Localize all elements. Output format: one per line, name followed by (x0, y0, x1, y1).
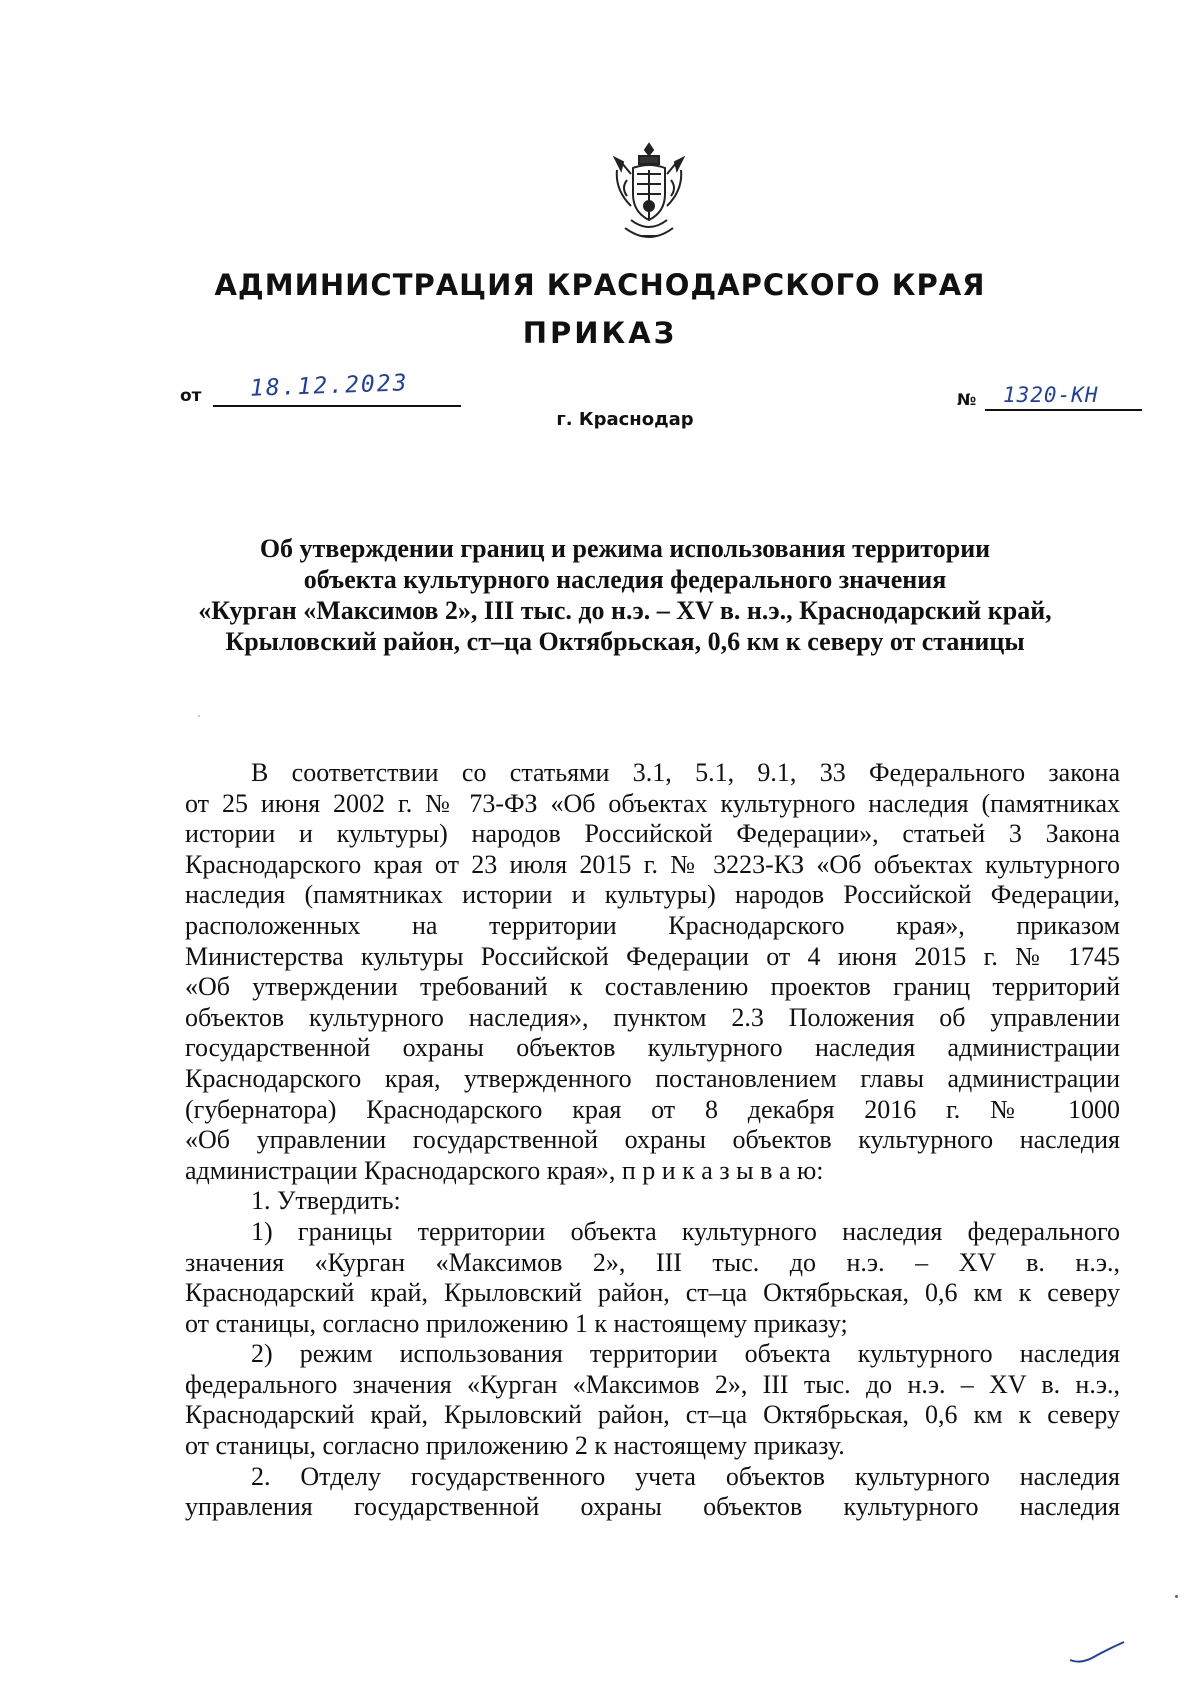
body-line: от станицы, согласно приложению 2 к настоящему приказу. (185, 1431, 845, 1461)
body-line: (губернатора) Краснодарского края от 8 декабря 2016 г. № 1000 (185, 1094, 1120, 1124)
body-line-text: администрации Краснодарского края», (185, 1155, 616, 1185)
scan-speck (198, 715, 200, 717)
organization-name: АДМИНИСТРАЦИЯ КРАСНОДАРСКОГО КРАЯ (214, 268, 986, 302)
body-line: Краснодарский край, Крыловский район, ст–ца Октябрьская, 0,6 км к северу (185, 1278, 1120, 1308)
document-type: ПРИКАЗ (522, 316, 678, 350)
body-line: Краснодарского края от 23 июля 2015 г. № 3223-КЗ «Об объектах культурного (185, 849, 1120, 879)
order-word: п р и к а з ы в а ю: (621, 1155, 824, 1185)
title-line: «Курган «Максимов 2», III тыс. до н.э. – XV в. н.э., Краснодарский край, (198, 596, 1052, 625)
body-line: 1) границы территории объекта культурного наследия федерального (251, 1216, 1120, 1246)
body-line: расположенных на территории Краснодарского края», приказом (185, 910, 1120, 940)
signature-mark-icon (1068, 1636, 1128, 1666)
body-line: 2. Отделу государственного учета объектов культурного наследия (251, 1461, 1120, 1491)
body-line: истории и культуры) народов Российской Федерации», статьей 3 Закона (185, 819, 1120, 849)
body-line: государственной охраны объектов культурного наследия администрации (185, 1033, 1120, 1063)
number-label: № (957, 390, 977, 409)
body-line: 1. Утвердить: (251, 1186, 401, 1216)
body-line: объектов культурного наследия», пунктом 2.3 Положения об управлении (185, 1002, 1120, 1032)
body-line: Министерства культуры Российской Федерации от 4 июня 2015 г. № 1745 (185, 941, 1120, 971)
title-line: Крыловский район, ст–ца Октябрьская, 0,6 км к северу от станицы (225, 627, 1025, 656)
number-underline (985, 409, 1142, 411)
body-line: «Об утверждении требований к составлению проектов границ территорий (185, 972, 1120, 1002)
date-label: от (180, 386, 202, 406)
number-handwritten: 1320-КН (1003, 383, 1099, 407)
body-line: 2) режим использования территории объекта культурного наследия (251, 1339, 1120, 1369)
scan-speck (1175, 1595, 1178, 1598)
body-line: Краснодарского края, утвержденного постановлением главы администрации (185, 1063, 1120, 1093)
body-line-with-order (185, 1156, 1120, 1187)
body-line: управления государственной охраны объектов культурного наследия (185, 1492, 1120, 1522)
coat-of-arms-icon (611, 140, 687, 246)
city: г. Краснодар (556, 409, 694, 430)
body-line: от станицы, согласно приложению 1 к настоящему приказу; (185, 1308, 848, 1338)
body-line: «Об управлении государственной охраны объектов культурного наследия (185, 1125, 1120, 1155)
title-line: Об утверждении границ и режима использования территории (259, 534, 991, 563)
body-line: В соответствии со статьями 3.1, 5.1, 9.1, 33 Федерального закона (251, 758, 1120, 787)
document-body (185, 758, 1120, 1523)
body-line: наследия (памятниках истории и культуры) народов Российской Федерации, (185, 880, 1120, 910)
document-title (150, 533, 1100, 657)
date-handwritten: 18.12.2023 (249, 370, 409, 402)
body-line: федерального значения «Курган «Максимов 2», III тыс. до н.э. – XV в. н.э., (185, 1369, 1120, 1399)
body-line: Краснодарский край, Крыловский район, ст–ца Октябрьская, 0,6 км к северу (185, 1400, 1120, 1430)
date-underline (213, 405, 461, 407)
title-line: объекта культурного наследия федерального значения (303, 565, 947, 594)
body-line: от 25 июня 2002 г. № 73-ФЗ «Об объектах культурного наследия (памятниках (185, 788, 1120, 818)
body-line: значения «Курган «Максимов 2», III тыс. до н.э. – XV в. н.э., (185, 1247, 1120, 1277)
